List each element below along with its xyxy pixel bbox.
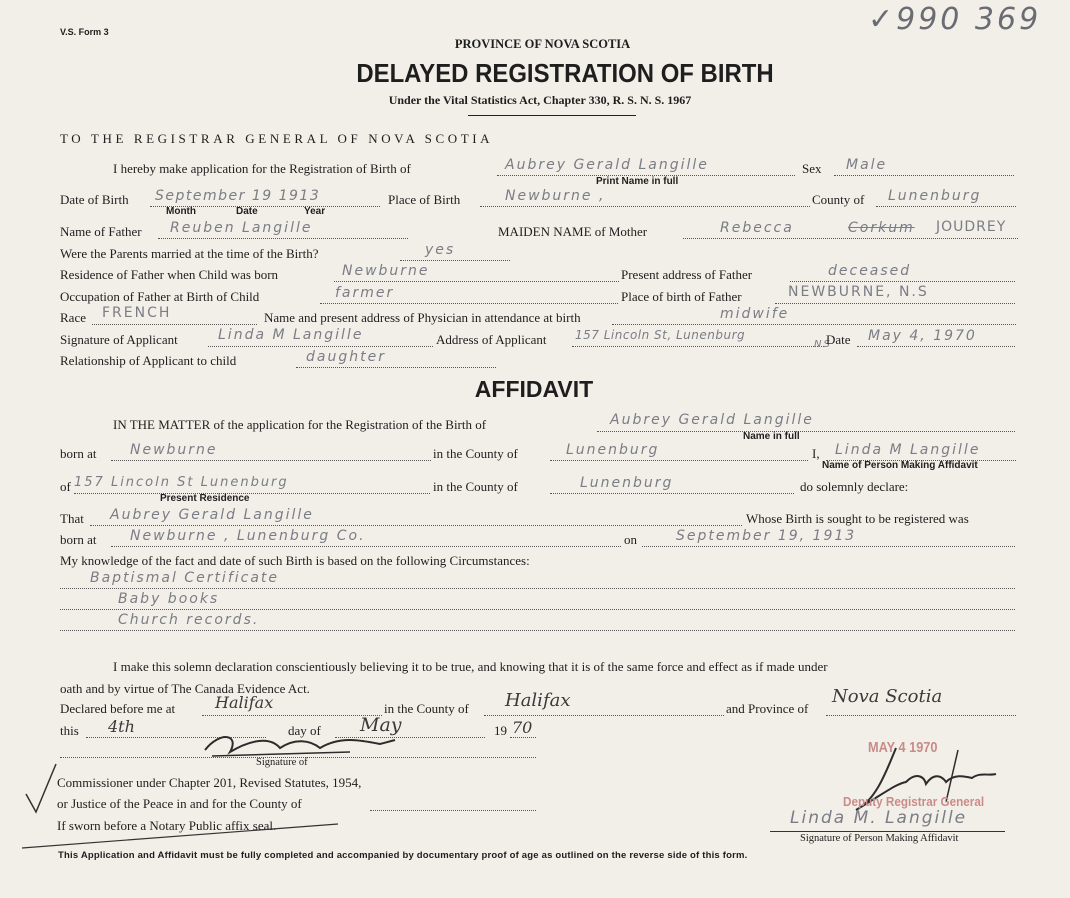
sex-line: [834, 175, 1014, 176]
person-signature-rule: [770, 831, 1005, 832]
race-value: FRENCH: [102, 305, 172, 321]
declaration-line-2: oath and by virtue of The Canada Evidence Act.: [60, 681, 310, 696]
county2-value: Lunenburg: [580, 475, 674, 491]
month-hint: Month: [166, 206, 196, 217]
born-at-label: born at: [60, 446, 97, 461]
name-value: Aubrey Gerald Langille: [505, 157, 709, 173]
this-label: this: [60, 723, 79, 738]
circumstance-2: Baby books: [118, 591, 220, 607]
relationship-label: Relationship of Applicant to child: [60, 353, 237, 368]
pob-label: Place of Birth: [388, 192, 461, 207]
present-father-value: deceased: [828, 263, 912, 279]
married-label: Were the Parents married at the time of the Birth?: [60, 246, 319, 261]
i-value: Linda M Langille: [835, 442, 981, 458]
circumstance-line-1: [60, 588, 1015, 589]
dob-label: Date of Birth: [60, 192, 129, 207]
res-father-line: [334, 281, 619, 282]
that-label: That: [60, 511, 84, 526]
sex-value: Male: [846, 157, 888, 173]
check-mark: [22, 760, 58, 816]
declared-value: Halifax: [215, 693, 274, 712]
signature-label: Signature of Applicant: [60, 332, 178, 347]
commissioner-label: Commissioner under Chapter 201, Revised Statutes, 1954,: [57, 775, 362, 790]
declare-label: do solemnly declare:: [800, 479, 909, 494]
day-label: day of: [288, 723, 321, 738]
province-value: Nova Scotia: [832, 686, 943, 707]
declaration-line-1: I make this solemn declaration conscientiously believing it to be true, and knowing that it is of the same force and effect as if made under: [113, 659, 828, 674]
mother-line: [683, 238, 1018, 239]
born-at-line: [111, 460, 431, 461]
mother-value-2: JOUDREY: [936, 219, 1007, 235]
commissioner-signature: [200, 726, 400, 760]
title-rule: [468, 115, 636, 116]
dob-value: September 19 1913: [155, 188, 321, 204]
declared-label: Declared before me at: [60, 701, 176, 716]
father-label: Name of Father: [60, 224, 142, 239]
signature-of-label: Signature of: [256, 757, 308, 768]
relationship-line: [296, 367, 496, 368]
footer-note: This Application and Affidavit must be fully completed and accompanied by documentary proof of age as outlined on the reverse side of this form.: [58, 850, 748, 861]
occupation-label: Occupation of Father at Birth of Child: [60, 289, 260, 304]
race-line: [92, 324, 257, 325]
present-father-line: [790, 281, 1015, 282]
present-residence-hint: Present Residence: [160, 493, 250, 504]
county-label: County of: [812, 192, 865, 207]
occupation-value: farmer: [335, 285, 395, 301]
physician-label: Name and present address of Physician in attendance at birth: [264, 310, 581, 325]
knowledge-label: My knowledge of the fact and date of such Birth is based on the following Circumstances:: [60, 553, 530, 568]
intro-label: I hereby make application for the Registration of Birth of: [113, 161, 411, 176]
reference-number: ✓990 369: [868, 2, 1042, 37]
print-name-hint: Print Name in full: [596, 176, 679, 187]
date-hint: Date: [236, 206, 258, 217]
race-label: Race: [60, 310, 86, 325]
date-line: [857, 346, 1015, 347]
county3-line: [484, 715, 724, 716]
notary-strike: [20, 818, 340, 852]
year-value: 70: [512, 718, 533, 737]
whose-label: Whose Birth is sought to be registered was: [746, 511, 969, 526]
of-line: [74, 493, 430, 494]
justice-label: or Justice of the Peace in and for the County of: [57, 796, 302, 811]
circumstance-line-3: [60, 630, 1015, 631]
person-signature-label: Signature of Person Making Affidavit: [800, 833, 959, 844]
province-line: [826, 715, 1016, 716]
year-hint: Year: [304, 206, 326, 217]
married-line: [400, 260, 510, 261]
county-value: Lunenburg: [888, 188, 982, 204]
father-value: Reuben Langille: [170, 220, 313, 236]
year-label: 19: [494, 723, 507, 738]
res-father-label: Residence of Father when Child was born: [60, 267, 279, 282]
justice-line: [370, 810, 536, 811]
this-value: 4th: [108, 717, 135, 736]
present-father-label: Present address of Father: [621, 267, 753, 282]
that-value: Aubrey Gerald Langille: [110, 507, 314, 523]
pob-father-line: [775, 303, 1015, 304]
circumstance-3: Church records.: [118, 612, 260, 628]
on-value: September 19, 1913: [676, 528, 857, 544]
form-number: V.S. Form 3: [60, 27, 109, 37]
address-value-2: NS: [814, 339, 832, 350]
of-value: 157 Lincoln St Lunenburg: [74, 475, 289, 490]
day-value: May: [360, 714, 402, 736]
born-at2-label: born at: [60, 532, 97, 547]
form-title: DELAYED REGISTRATION OF BIRTH: [356, 58, 774, 88]
born-at-value: Newburne: [130, 442, 218, 458]
form-subtitle: Under the Vital Statistics Act, Chapter 330, R. S. N. S. 1967: [388, 93, 692, 107]
signature-line: [208, 346, 433, 347]
on-line: [642, 546, 1015, 547]
date-label: Date: [826, 332, 851, 347]
declared-line: [202, 715, 382, 716]
pob-line: [480, 206, 810, 207]
mother-label: MAIDEN NAME of Mother: [498, 224, 648, 239]
i-label: I,: [812, 446, 820, 461]
mother-value: Rebecca: [720, 220, 794, 236]
province-heading: PROVINCE OF NOVA SCOTIA: [454, 37, 631, 51]
circumstance-1: Baptismal Certificate: [90, 570, 280, 586]
address-label: Address of Applicant: [436, 332, 547, 347]
father-line: [158, 238, 408, 239]
received-date-stamp: MAY 4 1970: [868, 739, 938, 756]
matter-value: Aubrey Gerald Langille: [610, 412, 814, 428]
signature-value: Linda M Langille: [218, 327, 364, 343]
born-at2-value: Newburne , Lunenburg Co.: [130, 528, 366, 544]
county-line: [876, 206, 1016, 207]
address-line: [572, 346, 824, 347]
addressee: TO THE REGISTRAR GENERAL OF NOVA SCOTIA: [60, 131, 494, 146]
province-label: and Province of: [726, 701, 809, 716]
in-county-line: [550, 460, 808, 461]
sex-label: Sex: [802, 161, 822, 176]
occupation-line: [320, 303, 618, 304]
matter-label: IN THE MATTER of the application for the Registration of the Birth of: [113, 417, 487, 432]
physician-value: midwife: [720, 306, 790, 322]
pob-father-value: NEWBURNE, N.S: [788, 284, 929, 300]
date-value: May 4, 1970: [868, 328, 977, 344]
physician-line: [612, 324, 1016, 325]
deputy-registrar-label: Deputy Registrar General: [843, 794, 985, 809]
pob-father-label: Place of birth of Father: [621, 289, 742, 304]
relationship-value: daughter: [306, 349, 386, 365]
year-line: [510, 737, 536, 738]
matter-line: [597, 431, 1015, 432]
in-county-label: in the County of: [433, 446, 518, 461]
address-value: 157 Lincoln St, Lunenburg: [575, 328, 746, 342]
circumstance-line-2: [60, 609, 1015, 610]
person-hint: Name of Person Making Affidavit: [822, 460, 978, 471]
married-value: yes: [425, 242, 456, 258]
person-signature: Linda M. Langille: [790, 808, 968, 828]
that-line: [90, 525, 742, 526]
county3-value: Halifax: [505, 690, 571, 711]
on-label: on: [624, 532, 637, 547]
pob-value: Newburne ,: [505, 188, 606, 204]
name-full-hint: Name in full: [743, 431, 800, 442]
born-at2-line: [111, 546, 621, 547]
affidavit-heading: AFFIDAVIT: [474, 376, 594, 402]
res-father-value: Newburne: [342, 263, 430, 279]
in-county-value: Lunenburg: [566, 442, 660, 458]
county2-line: [550, 493, 794, 494]
of-label: of: [60, 479, 71, 494]
notary-label: If sworn before a Notary Public affix seal.: [57, 818, 277, 833]
mother-struck-value: Corkum: [848, 220, 915, 236]
county2-label: in the County of: [433, 479, 518, 494]
county3-label: in the County of: [384, 701, 469, 716]
